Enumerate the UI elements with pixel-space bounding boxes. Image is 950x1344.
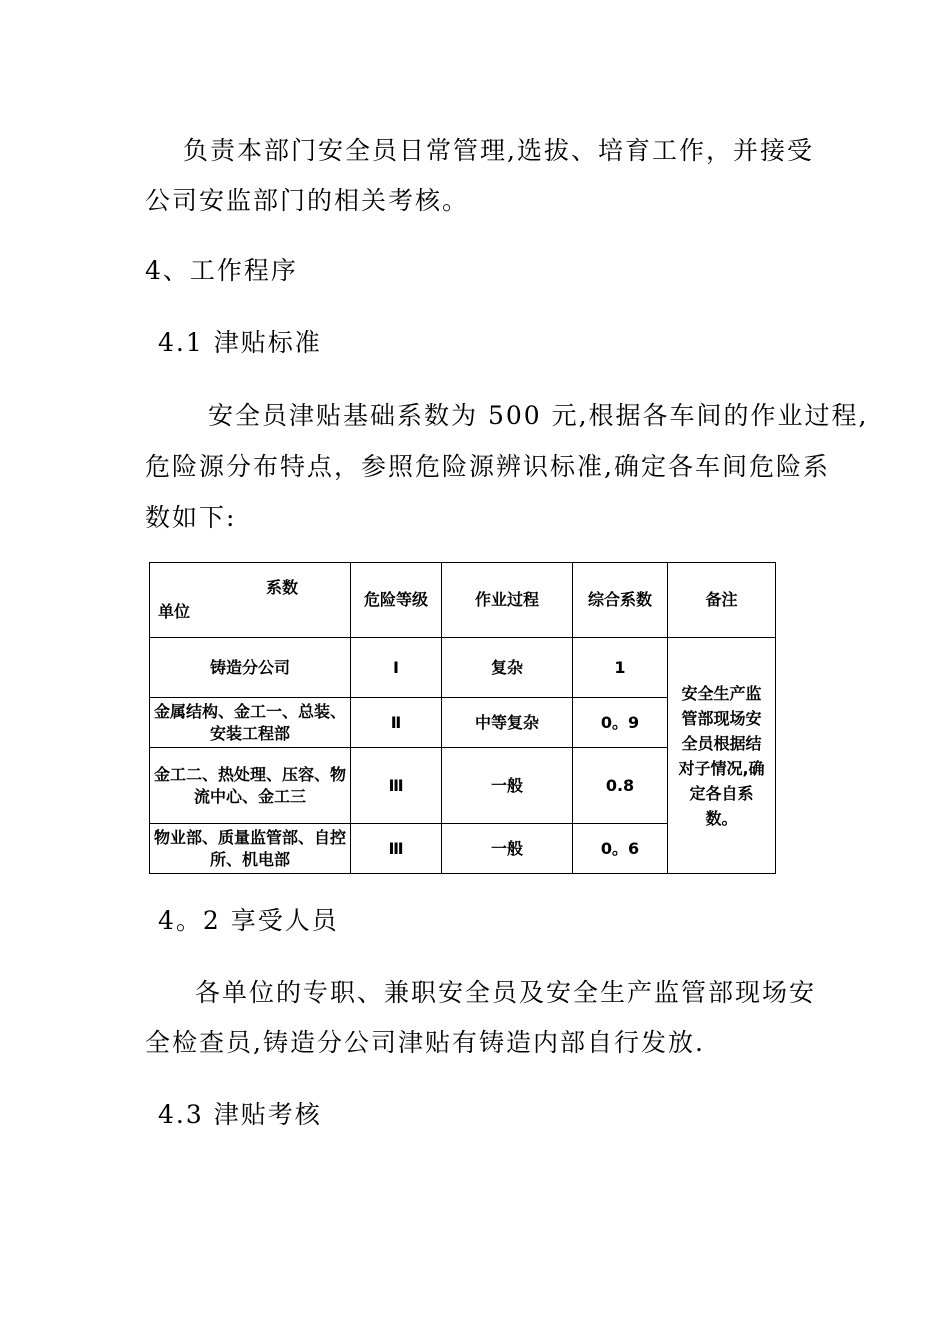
paragraph-line: 危险源分布特点，参照危险源辨识标准,确定各车间危险系 bbox=[145, 452, 830, 481]
coefficient-table bbox=[149, 562, 776, 874]
paragraph-line: 数如下: bbox=[145, 503, 237, 532]
header-danger-level: 危险等级 bbox=[351, 563, 442, 638]
section-heading-4: 4、工作程序 bbox=[145, 256, 298, 285]
paragraph-line: 负责本部门安全员日常管理,选拔、培育工作，并接受 bbox=[183, 136, 814, 165]
section-heading-4-1: 4.1 津贴标准 bbox=[158, 328, 322, 357]
unit-cell: 金属结构、金工一、总装、安装工程部 bbox=[150, 698, 351, 748]
header-unit-coef-cell bbox=[150, 563, 351, 638]
section-heading-4-3: 4.3 津贴考核 bbox=[158, 1100, 322, 1129]
paragraph-line: 全检查员,铸造分公司津贴有铸造内部自行发放. bbox=[145, 1028, 705, 1057]
header-coef-label: 系数 bbox=[265, 578, 298, 597]
header-combined-coef: 综合系数 bbox=[573, 563, 668, 638]
unit-cell: 铸造分公司 bbox=[150, 638, 351, 698]
remark-cell: 安全生产监管部现场安全员根据结对子情况,确定各自系数。 bbox=[668, 638, 776, 874]
coef-cell: 1 bbox=[573, 638, 668, 698]
header-remark: 备注 bbox=[668, 563, 776, 638]
section-heading-4-2: 4。2 享受人员 bbox=[158, 906, 339, 935]
level-cell: Ⅲ bbox=[351, 748, 442, 824]
process-cell: 中等复杂 bbox=[442, 698, 573, 748]
level-cell: Ⅱ bbox=[351, 698, 442, 748]
process-cell: 一般 bbox=[442, 824, 573, 874]
paragraph-line: 公司安监部门的相关考核。 bbox=[145, 186, 470, 215]
process-cell: 一般 bbox=[442, 748, 573, 824]
unit-cell: 金工二、热处理、压容、物流中心、金工三 bbox=[150, 748, 351, 824]
table-header-row bbox=[150, 563, 776, 638]
unit-cell: 物业部、质量监管部、自控所、机电部 bbox=[150, 824, 351, 874]
header-unit-label: 单位 bbox=[158, 602, 191, 621]
coef-cell: 0。6 bbox=[573, 824, 668, 874]
coef-cell: 0。9 bbox=[573, 698, 668, 748]
header-process: 作业过程 bbox=[442, 563, 573, 638]
process-cell: 复杂 bbox=[442, 638, 573, 698]
paragraph-line: 各单位的专职、兼职安全员及安全生产监管部现场安 bbox=[195, 978, 817, 1007]
coef-cell: 0.8 bbox=[573, 748, 668, 824]
paragraph-line: 安全员津贴基础系数为 500 元,根据各车间的作业过程, bbox=[208, 401, 869, 430]
level-cell: I bbox=[351, 638, 442, 698]
table-row bbox=[150, 638, 776, 698]
level-cell: Ⅲ bbox=[351, 824, 442, 874]
